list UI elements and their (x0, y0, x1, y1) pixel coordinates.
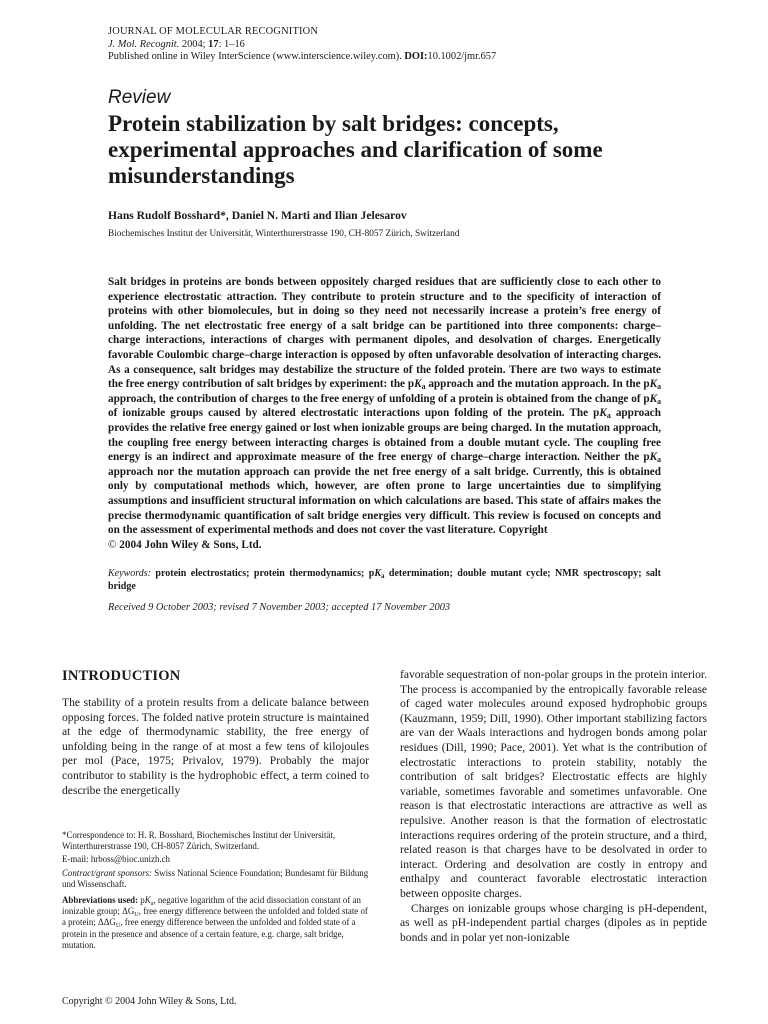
article-type: Review (108, 87, 171, 108)
abstract-copyright: 2004 John Wiley & Sons, Ltd. (116, 538, 262, 551)
keywords: Keywords: protein electrostatics; protein thermodynamics; $pK_a$ determination; double mutant cycle; NMR spectroscopy; salt bridge (108, 568, 661, 593)
body-paragraph: The stability of a protein results from a delicate balance between opposing forces. The folded native protein structure is maintained at the edge of thermodynamic stability, the free energy of unfolding being in the range of at most a few tens of kilojoules per mol (Pace, 1975; Privalov, 1979). Probably the major contributor to stability is the hydrophobic effect, a term coined to describe the energetically (62, 696, 369, 797)
journal-header (108, 26, 496, 64)
section-heading-introduction: INTRODUCTION (62, 668, 181, 684)
column-right (400, 668, 707, 945)
subscript-u: U (115, 922, 121, 930)
body-paragraph: favorable sequestration of non-polar groups in the protein interior. The process is accompanied by the entropically favorable release of caged water molecules around exposed hydrophobic groups (Kauzmann, 1959; Dill, 1990). Other important stabilizing factors are van der Waals interactions and hydrogen bonds among polar residues (Dill, 1990; Pace, 2001). Yet what is the contribution of electrostatic interactions to protein stability, notably the contribution of salt bridges? Electrostatic effects are highly variable, sometimes favorable and sometimes unfavorable. One reason is that electrostatic interactions are attractive as well as repulsive. Another reason is that the formation of electrostatic interactions requires ordering of the protein structure, and a third, related reason is that charges have to be desolvated in order to interact. Ordering and desolvation are costly in entropy and enthalpy and counteract favorable electrostatic interaction between opposite charges. (400, 668, 707, 900)
keywords-text-2: determination; double mutant cycle; NMR spectroscopy; salt bridge (108, 568, 661, 593)
subscript-a: a (657, 396, 661, 406)
keywords-text-1: protein electrostatics; protein thermodynamics; p (150, 568, 375, 579)
received-dates: Received 9 October 2003; revised 7 November 2003; accepted 17 November 2003 (108, 602, 451, 613)
citation-year: 2004; (181, 38, 209, 50)
citation-line (108, 39, 496, 52)
abstract-text-5: approach provides the relative free energy gained or lost when ionizable groups are being charged. In the mutation approach, the coupling free energy between interacting charges is obtained from a double mutant cycle. The coupling free energy is an indirect and approximate measure of the free energy of charge–charge interaction. Neither the p (108, 407, 661, 464)
column-left (62, 668, 369, 798)
abbrev-text-1: p (138, 895, 145, 906)
abbrev-text-3: , free energy difference between the unfolded and folded state of a protein; ΔΔG (62, 906, 368, 928)
abbrev-text-2: , negative logarithm of the acid dissociation constant of an ionizable group; ΔG (62, 895, 361, 917)
abstract-text-2: approach and the mutation approach. In the p (425, 378, 650, 391)
keywords-label: Keywords: (108, 568, 151, 579)
subscript-a: a (657, 455, 661, 465)
subscript-a: a (380, 572, 385, 580)
copyright-symbol: © (108, 538, 117, 551)
published-text: Published online in Wiley InterScience (www.interscience.wiley.com). (108, 51, 405, 63)
article-title: Protein stabilization by salt bridges: concepts, experimental approaches and clarification of some misunderstandings (108, 111, 603, 188)
affiliation: Biochemisches Institut der Universität, Winterthurerstrasse 190, CH-8057 Zürich, Switzerland (108, 229, 460, 239)
journal-name: JOURNAL OF MOLECULAR RECOGNITION (108, 26, 319, 37)
subscript-u: U (134, 911, 139, 919)
abstract-text-4: of ionizable groups caused by altered electrostatic interactions upon folding of the protein. The p (108, 407, 600, 420)
doi-value[interactable]: 10.1002/jmr.657 (427, 51, 497, 63)
abbrev-text-4: , free energy difference between the unfolded and folded state of a protein in the presence and absence of a certain feature, e.g. charge, salt bridge, mutation. (62, 917, 356, 950)
footnotes (62, 830, 369, 953)
subscript-a: a (421, 382, 426, 392)
doi-label: DOI: (404, 51, 428, 63)
page-copyright: Copyright © 2004 John Wiley & Sons, Ltd. (62, 996, 237, 1007)
abstract-text-6: approach nor the mutation approach can provide the net free energy of a salt bridge. Currently, this is obtained only by computational methods which, however, are often prone to large uncertainties due to simplifying assumptions and insufficient structural information on which calculations are based. This state of affairs makes the precise thermodynamic quantification of salt bridge energies very difficult. This review is focused on concepts and on the assessment of experimental methods and does not cover the vast literature. Copyright (108, 465, 661, 537)
abstract-text-1: Salt bridges in proteins are bonds between oppositely charged residues that are sufficiently close to each other to experience electrostatic attraction. They contribute to protein structure and to the specificity of interaction of proteins with other biomolecules, but in doing so they need not necessarily increase a protein’s free energy of unfolding. The net electrostatic free energy of a salt bridge can be partitioned into three components: charge–charge interactions, interactions of charges with permanent dipoles, and desolvation of charges. Energetically favorable Coulombic charge–charge interaction is opposed by often unfavorable desolvation of interacting charges. As a consequence, salt bridges may destabilize the structure of the folded protein. There are two ways to estimate the free energy contribution of salt bridges by experiment: the p (108, 276, 661, 391)
published-line (108, 51, 496, 64)
citation-pages: : 1–16 (218, 38, 245, 50)
email-note[interactable]: E-mail: hrboss@bioc.unizh.ch (62, 854, 170, 865)
abstract-text-3: approach, the contribution of charges to the free energy of unfolding of a protein is obtained from the change of p (108, 392, 650, 405)
correspondence-note: *Correspondence to: H. R. Bosshard, Biochemisches Institut der Universität, Winterthurerstrasse 190, CH-8057 Zürich, Switzerland. (62, 830, 336, 852)
subscript-a: a (657, 382, 662, 392)
sponsors-label: Contract/grant sponsors: (62, 867, 152, 878)
sponsors-text: Swiss National Science Foundation; Bundesamt für Bildung und Wissenschaft. (62, 867, 369, 889)
body-paragraph: Charges on ionizable groups whose charging is pH-dependent, as well as pH-independent partial charges (dipoles as in peptide bonds and in polar yet non-ionizable (400, 901, 707, 944)
subscript-a: a (150, 900, 154, 908)
citation-abbrev: J. Mol. Recognit. (108, 38, 180, 50)
author-list: Hans Rudolf Bosshard*, Daniel N. Marti and Ilian Jelesarov (108, 209, 407, 222)
abstract: Salt bridges in proteins are bonds between oppositely charged residues that are sufficiently close to each other to experience electrostatic attraction. They contribute to protein structure and to the specificity of interaction of proteins with other biomolecules, but in doing so they need not necessarily increase a protein’s free energy of unfolding. The net electrostatic free energy of a salt bridge can be partitioned into three components: charge–charge interactions, interactions of charges with permanent dipoles, and desolvation of charges. Energetically favorable Coulombic charge–charge interaction is opposed by often unfavorable desolvation of interacting charges. As a consequence, salt bridges may destabilize the structure of the folded protein. There are two ways to estimate the free energy contribution of salt bridges by experiment: the $pK_a$ approach and the mutation approach. In the $pK_a$ approach, the contribution of charges to the free energy of unfolding of a protein is obtained from the change of $pK_a$ of ionizable groups caused by altered electrostatic interactions upon folding of the protein. The $pK_a$ approach provides the relative free energy gained or lost when ionizable groups are being charged. In the mutation approach, the coupling free energy between interacting charges is obtained from a double mutant cycle. The coupling free energy is an indirect and approximate measure of the free energy of charge–charge interaction. Neither the $pK_a$ approach nor the mutation approach can provide the net free energy of a salt bridge. Currently, this is obtained only by computational methods which, however, are often prone to large uncertainties due to simplifying assumptions and insufficient structural information on which calculations are based. This state of affairs makes the precise thermodynamic quantification of salt bridge energies very difficult. This review is focused on concepts and on the assessment of experimental methods and does not cover the vast literature. Copyright © 2004 John Wiley & Sons, Ltd. (108, 276, 662, 551)
citation-volume: 17 (208, 38, 219, 50)
sponsors-note (62, 868, 369, 890)
abbreviations-note: Abbreviations used: $pK_a$, negative logarithm of the acid dissociation constant of an ionizable group; $\Delta G_U$, free energy difference between the unfolded and folded state of a protein; $\Delta\Delta G_U$, free energy difference between the unfolded and folded state of a protein in the presence and absence of a certain feature, e.g. charge, salt bridge, mutation. (62, 895, 368, 950)
subscript-a: a (606, 411, 611, 421)
abbreviations-label: Abbreviations used: (62, 895, 139, 906)
